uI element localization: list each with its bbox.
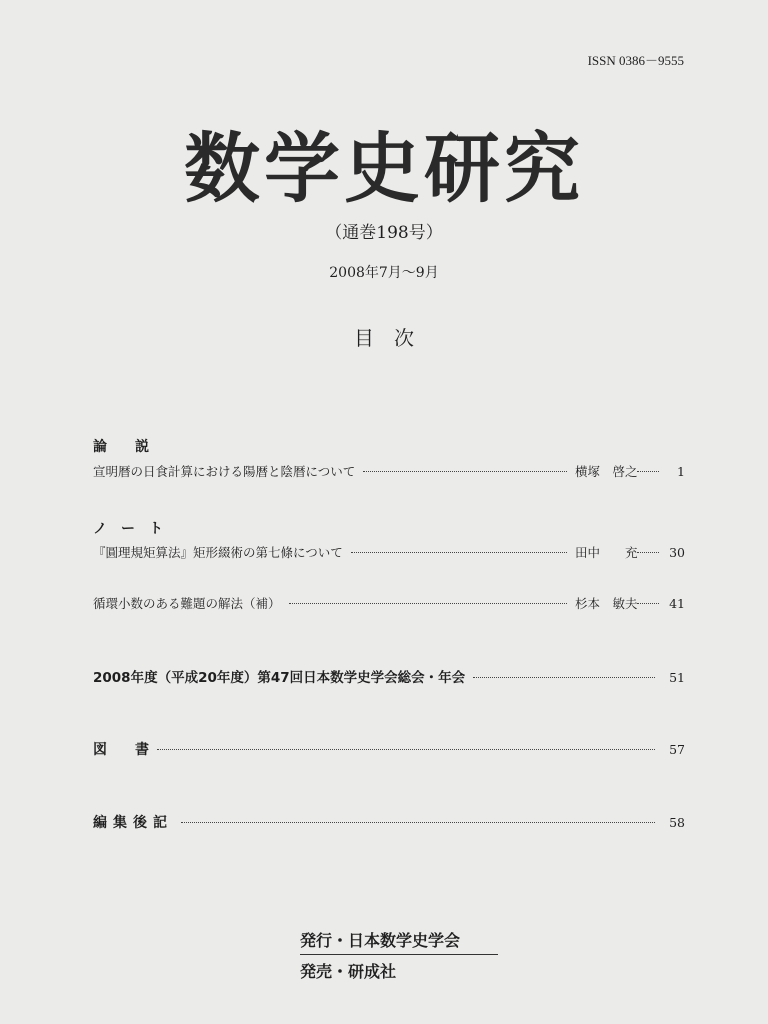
article-title: 循環小数のある難題の解法（補） bbox=[93, 596, 281, 611]
page-number: 30 bbox=[669, 545, 685, 560]
toc-entry-editorial bbox=[93, 812, 685, 832]
issn-number: ISSN 0386－9555 bbox=[587, 53, 684, 68]
editorial-title: 編集後記 bbox=[93, 815, 173, 831]
page-number: 41 bbox=[669, 596, 685, 611]
publisher: 発行・日本数学史学会 bbox=[300, 928, 498, 955]
publisher-footer bbox=[300, 928, 498, 982]
toc-entry bbox=[93, 543, 685, 563]
books-title: 図 書 bbox=[93, 742, 149, 758]
volume-number: （通巻198号） bbox=[325, 223, 443, 243]
dot-leader bbox=[351, 552, 567, 553]
page-number: 58 bbox=[669, 815, 685, 830]
dot-leader bbox=[637, 603, 659, 604]
toc-entry bbox=[93, 462, 685, 482]
dot-leader bbox=[157, 749, 655, 750]
article-author: 田中 充 bbox=[575, 545, 638, 560]
dot-leader bbox=[289, 603, 567, 604]
article-author: 横塚 啓之 bbox=[575, 464, 638, 479]
section-heading-note: ノ ー ト bbox=[93, 521, 163, 537]
distributor: 発売・研成社 bbox=[300, 962, 397, 981]
page-number: 57 bbox=[669, 742, 685, 757]
journal-title: 数学史研究 bbox=[184, 124, 584, 213]
dot-leader bbox=[473, 677, 655, 678]
dot-leader bbox=[363, 471, 567, 472]
dot-leader bbox=[181, 822, 655, 823]
toc-entry-books bbox=[93, 739, 685, 759]
toc-entry-meeting bbox=[93, 666, 685, 686]
dot-leader bbox=[637, 552, 659, 553]
page-number: 1 bbox=[677, 464, 685, 479]
article-title: 『圓理規矩算法』矩形綴術の第七條について bbox=[93, 545, 343, 560]
meeting-title: 2008年度（平成20年度）第47回日本数学史学会総会・年会 bbox=[93, 670, 466, 686]
article-author: 杉本 敏夫 bbox=[575, 596, 638, 611]
article-title: 宣明暦の日食計算における陽暦と陰暦について bbox=[93, 464, 356, 479]
toc-title: 目 次 bbox=[354, 326, 414, 350]
issue-date: 2008年7月～9月 bbox=[329, 265, 439, 281]
toc-entry bbox=[93, 594, 685, 614]
page-number: 51 bbox=[669, 670, 685, 685]
dot-leader bbox=[637, 471, 659, 472]
section-heading-ronsetsu: 論 説 bbox=[93, 439, 149, 455]
